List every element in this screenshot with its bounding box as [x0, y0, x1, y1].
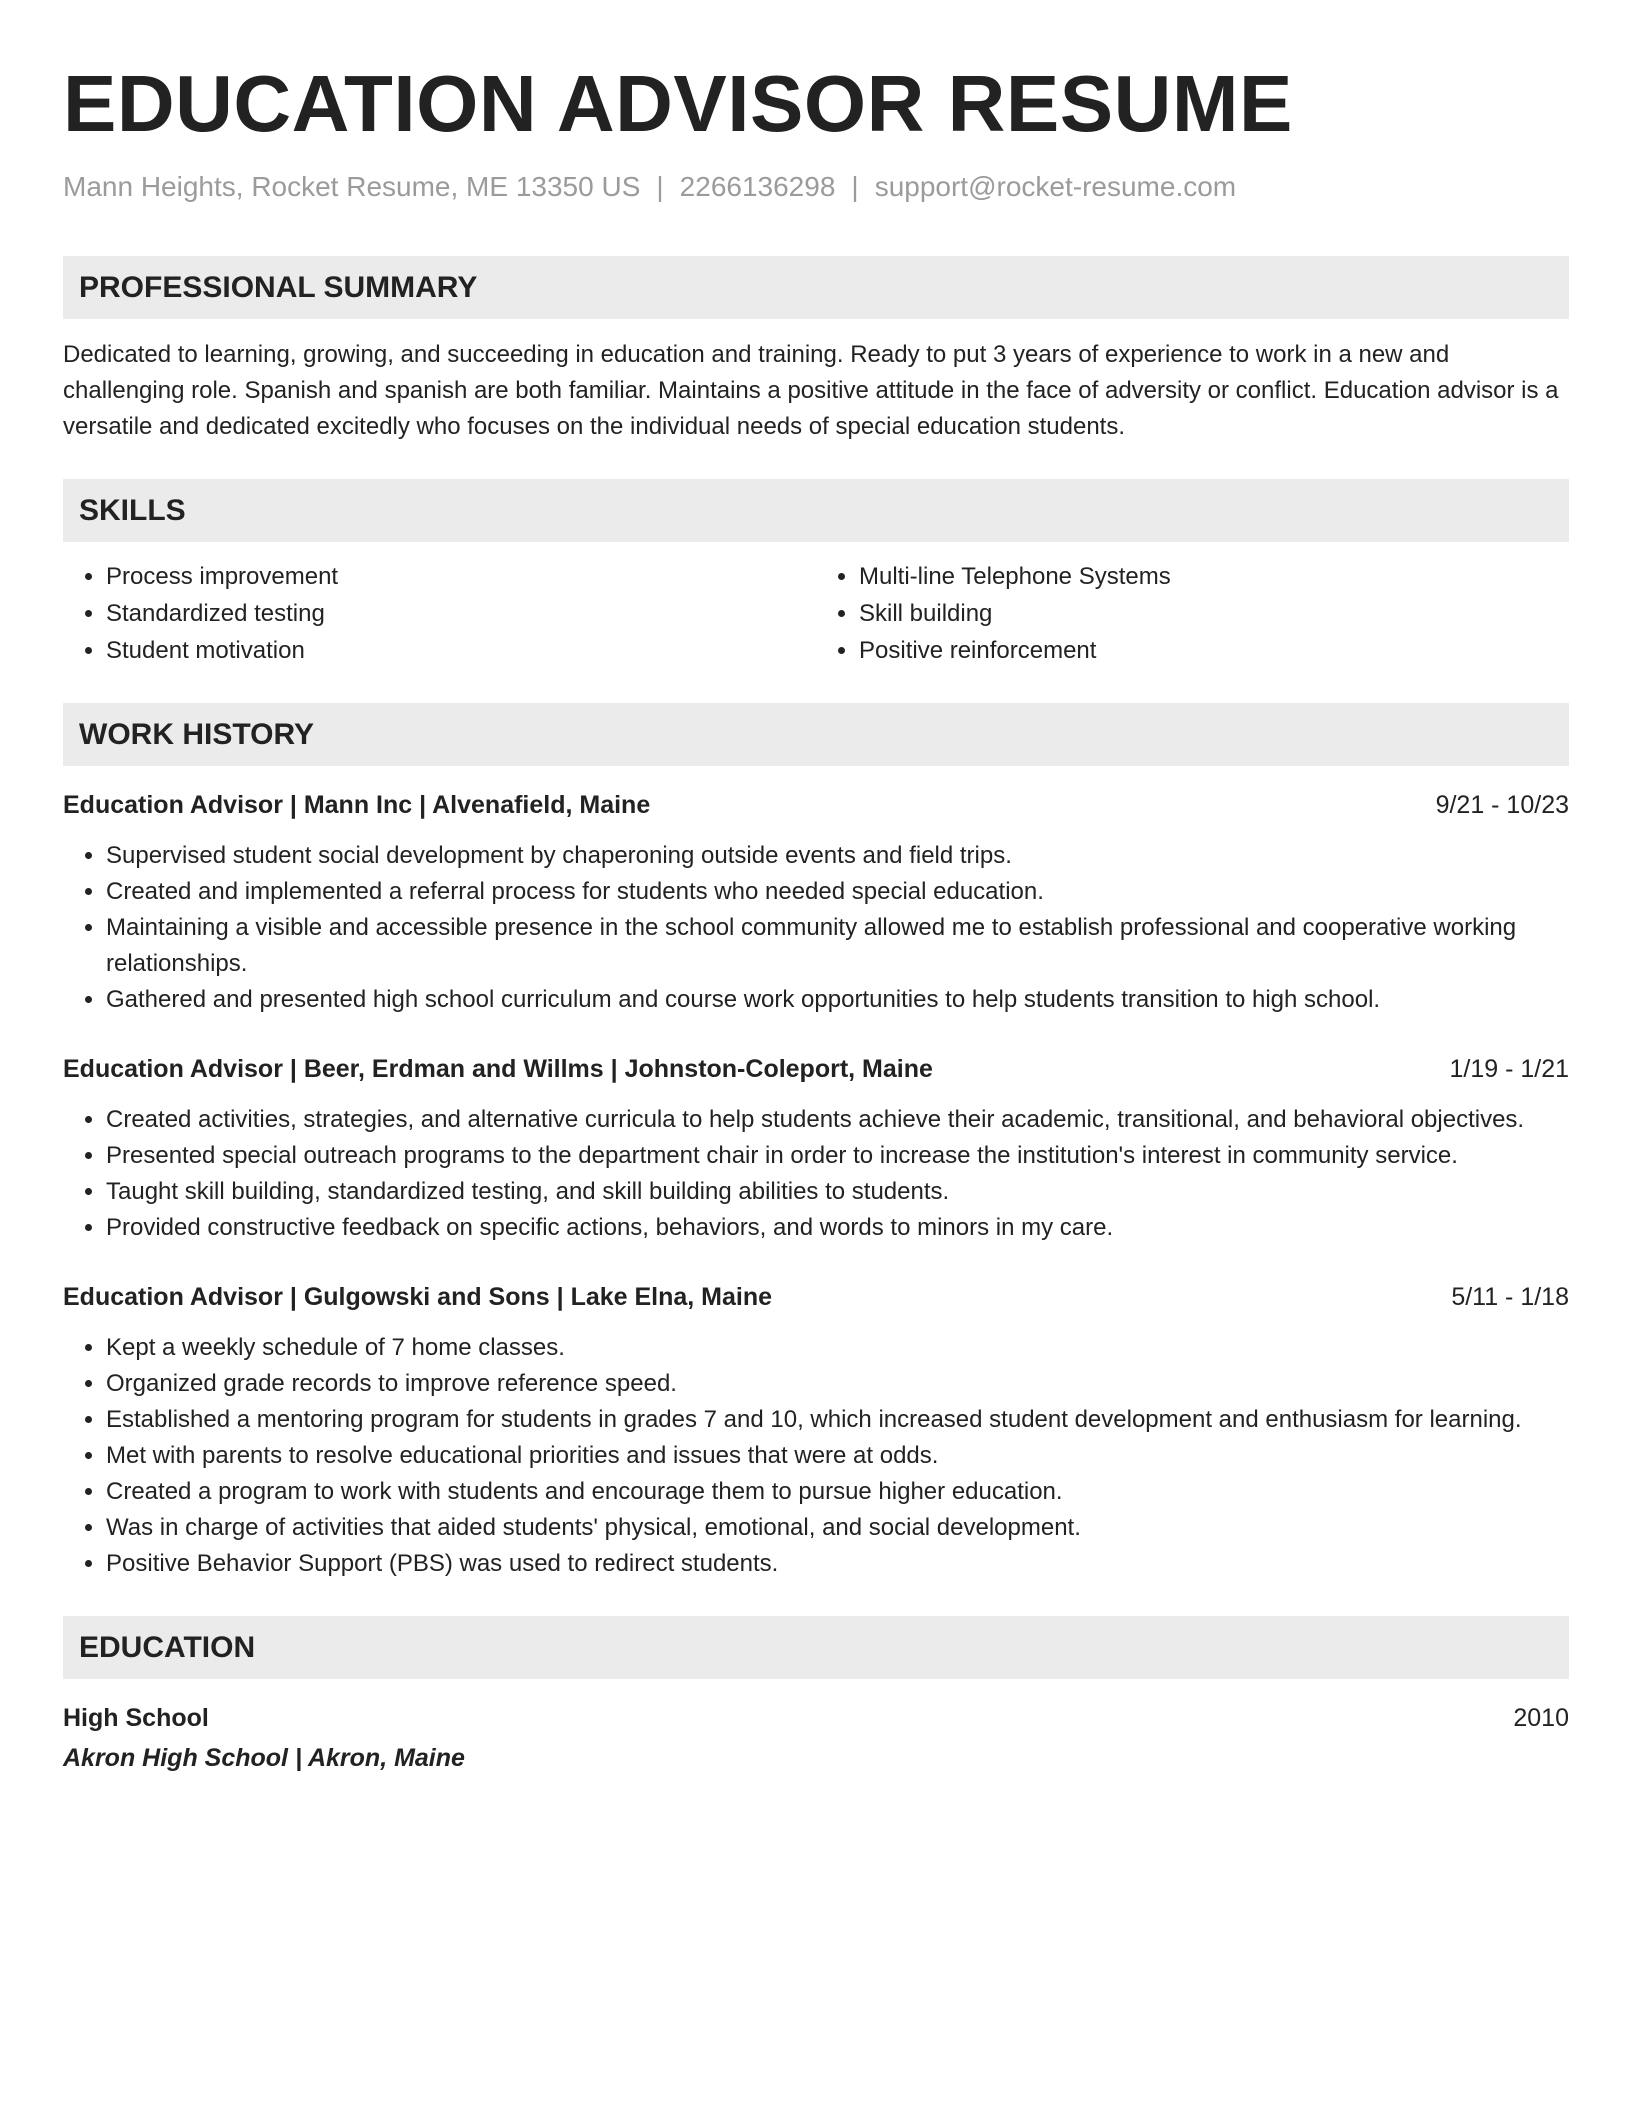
resume-title: EDUCATION ADVISOR RESUME — [63, 59, 1293, 148]
job-dates: 5/11 - 1/18 — [1451, 1283, 1569, 1311]
job-bullets — [63, 838, 1569, 1018]
job-bullet: • Created activities, strategies, and alternative curricula to help students achieve their academic, transitional, and behavioral objectives. — [106, 1102, 1569, 1138]
job-header — [63, 1052, 1569, 1086]
summary-text: Dedicated to learning, growing, and succeeding in education and training. Ready to put 3 years of experience to work in a new and challenging role. Spanish and spanish are both familiar. Maintains a positive attitude in the face of adversity or conflict. Education advisor is a versatile and dedicated excitedly who focuses on the individual needs of special education students. — [63, 341, 1559, 440]
section-header-summary: PROFESSIONAL SUMMARY — [63, 256, 1569, 319]
job-bullet: • Created and implemented a referral process for students who needed special education. — [106, 874, 1569, 910]
job-bullets — [63, 1102, 1569, 1246]
job-entry — [63, 1280, 1569, 1582]
contact-email: support@rocket-resume.com — [874, 171, 1237, 202]
education-entry — [63, 1701, 1569, 1775]
job-bullet: • Maintaining a visible and accessible presence in the school community allowed me to establish professional and cooperative working relationships. — [106, 910, 1569, 982]
contact-separator: | — [851, 171, 859, 202]
job-bullet: • Presented special outreach programs to the department chair in order to increase the institution's interest in community service. — [106, 1138, 1569, 1174]
job-header — [63, 788, 1569, 822]
skill-item: • Multi-line Telephone Systems — [859, 558, 1569, 595]
job-dates: 1/19 - 1/21 — [1449, 1055, 1569, 1083]
job-header — [63, 1280, 1569, 1314]
job-bullet: • Supervised student social development by chaperoning outside events and field trips. — [106, 838, 1569, 874]
contact-phone: 2266136298 — [679, 171, 836, 202]
job-bullet: • Established a mentoring program for students in grades 7 and 10, which increased student development and enthusiasm for learning. — [106, 1402, 1569, 1438]
job-bullet: • Created a program to work with students and encourage them to pursue higher education. — [106, 1474, 1569, 1510]
contact-separator: | — [656, 171, 664, 202]
contact-address: Mann Heights, Rocket Resume, ME 13350 US — [63, 171, 641, 202]
job-bullets — [63, 1330, 1569, 1582]
job-bullet: • Organized grade records to improve reference speed. — [106, 1366, 1569, 1402]
job-bullet: • Provided constructive feedback on specific actions, behaviors, and words to minors in my care. — [106, 1210, 1569, 1246]
skill-item: • Student motivation — [106, 632, 816, 669]
job-bullet: • Kept a weekly schedule of 7 home classes. — [106, 1330, 1569, 1366]
skills-list — [63, 558, 1569, 669]
job-entry — [63, 788, 1569, 1018]
contact-line — [63, 170, 1569, 204]
education-header — [63, 1701, 1569, 1735]
skill-item: • Process improvement — [106, 558, 816, 595]
job-bullet: • Positive Behavior Support (PBS) was used to redirect students. — [106, 1546, 1569, 1582]
job-dates: 9/21 - 10/23 — [1435, 791, 1569, 819]
section-header-education: EDUCATION — [63, 1616, 1569, 1679]
education-school: Akron High School | Akron, Maine — [63, 1744, 465, 1772]
skills-column-left — [63, 558, 816, 669]
job-bullet: • Gathered and presented high school curriculum and course work opportunities to help students transition to high school. — [106, 982, 1569, 1018]
job-title: Education Advisor | Mann Inc | Alvenafield, Maine — [63, 791, 651, 819]
job-entry — [63, 1052, 1569, 1246]
skill-item: • Positive reinforcement — [859, 632, 1569, 669]
section-header-work-history: WORK HISTORY — [63, 703, 1569, 766]
job-title: Education Advisor | Beer, Erdman and Willms | Johnston-Coleport, Maine — [63, 1055, 933, 1083]
skill-item: • Standardized testing — [106, 595, 816, 632]
job-title: Education Advisor | Gulgowski and Sons | Lake Elna, Maine — [63, 1283, 773, 1311]
skill-item: • Skill building — [859, 595, 1569, 632]
education-degree: High School — [63, 1704, 209, 1732]
section-header-skills: SKILLS — [63, 479, 1569, 542]
skills-column-right — [816, 558, 1569, 669]
job-bullet: • Met with parents to resolve educational priorities and issues that were at odds. — [106, 1438, 1569, 1474]
job-bullet: • Was in charge of activities that aided students' physical, emotional, and social development. — [106, 1510, 1569, 1546]
job-bullet: • Taught skill building, standardized testing, and skill building abilities to students. — [106, 1174, 1569, 1210]
education-year: 2010 — [1513, 1704, 1569, 1732]
